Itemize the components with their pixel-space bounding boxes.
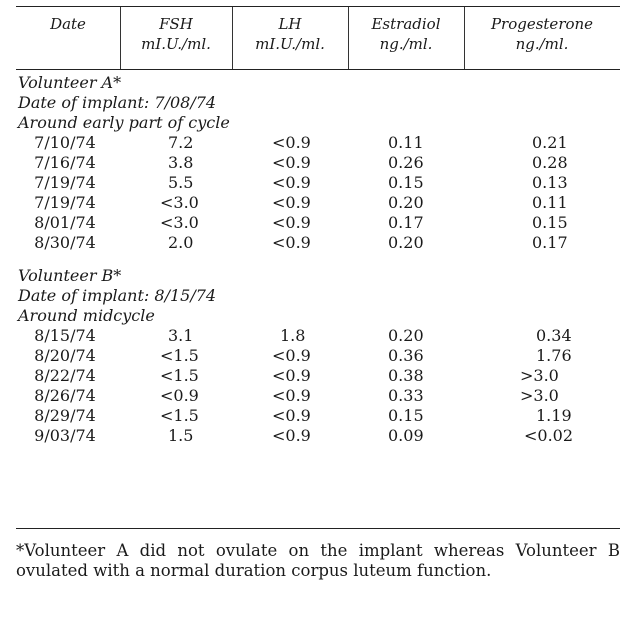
cell-progesterone: 0.13	[532, 173, 568, 192]
cell-progesterone: >3.0	[520, 386, 559, 405]
cell-fsh: 7.2	[168, 133, 194, 152]
cell-lh: <0.9	[272, 153, 311, 172]
header-bottom-rule	[16, 69, 620, 70]
cell-fsh: <1.5	[160, 346, 199, 365]
header-estradiol-line1: Estradiol	[371, 15, 441, 33]
cell-lh: <0.9	[272, 346, 311, 365]
cell-lh: <0.9	[272, 233, 311, 252]
cell-estradiol: 0.20	[388, 233, 424, 252]
cell-estradiol: 0.33	[388, 386, 424, 405]
header-fsh-line1: FSH	[159, 15, 193, 33]
cell-progesterone: 1.76	[536, 346, 572, 365]
table-row	[0, 426, 635, 446]
cell-lh: <0.9	[272, 173, 311, 192]
header-fsh-line2: mI.U./ml.	[141, 35, 211, 53]
table-row	[0, 173, 635, 193]
cell-progesterone: 0.11	[532, 193, 568, 212]
header-lh	[232, 14, 348, 66]
header-progesterone	[464, 14, 620, 66]
table-bottom-rule	[16, 528, 620, 529]
group-b-implant: Date of implant: 8/15/74	[18, 286, 217, 305]
cell-estradiol: 0.26	[388, 153, 424, 172]
cell-date: 7/10/74	[34, 133, 96, 152]
header-progesterone-line2: ng./ml.	[515, 35, 569, 53]
cell-lh: <0.9	[272, 386, 311, 405]
cell-fsh: <3.0	[160, 213, 199, 232]
cell-date: 8/20/74	[34, 346, 96, 365]
group-a-implant: Date of implant: 7/08/74	[18, 93, 217, 112]
cell-estradiol: 0.09	[388, 426, 424, 445]
cell-fsh: <0.9	[160, 386, 199, 405]
cell-lh: <0.9	[272, 193, 311, 212]
table-row	[0, 193, 635, 213]
cell-progesterone: 0.21	[532, 133, 568, 152]
table-row	[0, 213, 635, 233]
cell-estradiol: 0.36	[388, 346, 424, 365]
group-a-phase: Around early part of cycle	[18, 113, 230, 132]
table-row	[0, 406, 635, 426]
cell-estradiol: 0.15	[388, 406, 424, 425]
cell-lh: <0.9	[272, 133, 311, 152]
group-b-phase: Around midcycle	[18, 306, 155, 325]
cell-progesterone: 0.15	[532, 213, 568, 232]
cell-lh: <0.9	[272, 426, 311, 445]
footnote: *Volunteer A did not ovulate on the implant whereas Volunteer B ovulated with a normal duration corpus luteum function.	[16, 541, 620, 580]
cell-progesterone: <0.02	[524, 426, 574, 445]
group-a-volunteer: Volunteer A*	[18, 73, 122, 92]
cell-estradiol: 0.15	[388, 173, 424, 192]
table-row	[0, 386, 635, 406]
cell-estradiol: 0.11	[388, 133, 424, 152]
table-row	[0, 366, 635, 386]
cell-date: 8/22/74	[34, 366, 96, 385]
table-row	[0, 153, 635, 173]
header-lh-line1: LH	[278, 15, 302, 33]
table-row	[0, 133, 635, 153]
header-estradiol	[348, 14, 464, 66]
cell-lh: <0.9	[272, 366, 311, 385]
header-date-line2: Date	[50, 15, 86, 33]
cell-progesterone: 0.28	[532, 153, 568, 172]
cell-date: 8/30/74	[34, 233, 96, 252]
header-estradiol-line2: ng./ml.	[379, 35, 433, 53]
table-top-rule	[16, 6, 620, 7]
cell-date: 8/15/74	[34, 326, 96, 345]
cell-lh: 1.8	[280, 326, 306, 345]
cell-progesterone: 0.34	[536, 326, 572, 345]
cell-fsh: 3.8	[168, 153, 194, 172]
cell-progesterone: 1.19	[536, 406, 572, 425]
cell-progesterone: >3.0	[520, 366, 559, 385]
cell-lh: <0.9	[272, 213, 311, 232]
cell-date: 7/16/74	[34, 153, 96, 172]
cell-progesterone: 0.17	[532, 233, 568, 252]
table-row	[0, 346, 635, 366]
cell-date: 7/19/74	[34, 193, 96, 212]
header-date	[16, 14, 120, 66]
cell-date: 8/26/74	[34, 386, 96, 405]
cell-date: 8/01/74	[34, 213, 96, 232]
table-row	[0, 326, 635, 346]
cell-fsh: <1.5	[160, 366, 199, 385]
cell-fsh: 3.1	[168, 326, 194, 345]
header-lh-line2: mI.U./ml.	[255, 35, 325, 53]
cell-date: 7/19/74	[34, 173, 96, 192]
cell-estradiol: 0.17	[388, 213, 424, 232]
cell-estradiol: 0.20	[388, 193, 424, 212]
cell-fsh: <1.5	[160, 406, 199, 425]
cell-lh: <0.9	[272, 406, 311, 425]
cell-estradiol: 0.20	[388, 326, 424, 345]
cell-fsh: <3.0	[160, 193, 199, 212]
cell-fsh: 2.0	[168, 233, 194, 252]
cell-date: 9/03/74	[34, 426, 96, 445]
cell-estradiol: 0.38	[388, 366, 424, 385]
header-fsh	[120, 14, 232, 66]
header-progesterone-line1: Progesterone	[490, 15, 594, 33]
cell-date: 8/29/74	[34, 406, 96, 425]
cell-fsh: 1.5	[168, 426, 194, 445]
group-b-volunteer: Volunteer B*	[18, 266, 122, 285]
table-row	[0, 233, 635, 253]
cell-fsh: 5.5	[168, 173, 194, 192]
